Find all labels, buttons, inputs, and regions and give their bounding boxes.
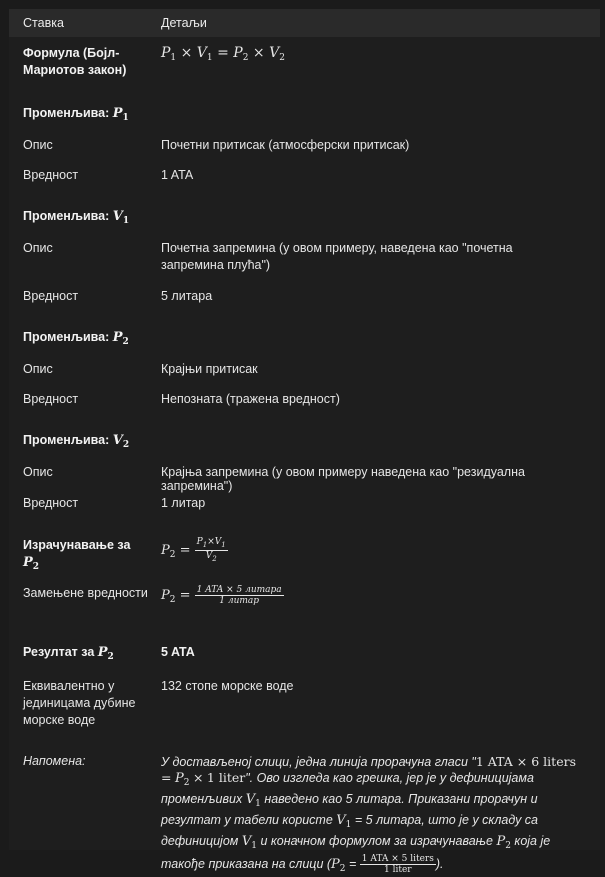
note-equation: 1 ATA × 6 liters = [161,754,576,785]
subst-expression: $P_2$ = $\frac{\text{1 ATA × 5 литара}}{\text{1 литар}}$ [161,585,282,606]
var-prefix: Променљива: [23,433,110,447]
calc-label: Израчунавање за $P_2$ [23,538,131,572]
note-part: У достављеној слици, једна линија прорачуна гласи " [161,755,476,769]
calc-text: Израчунавање за [23,538,131,552]
p2-value: Непозната (тражена вредност) [161,392,340,406]
formula-label: Формула (Бојл-Мариотов закон) [23,46,127,77]
result-text: Резултат за [23,645,95,659]
variable-v2-label: Променљива: $V_2$ [23,433,130,450]
formula-expression: $P_1 \times V_1 = P_2 \times V_2$ [161,45,285,63]
calc-expression: $P_2$ = $\frac{P_1\times V_1}{V_2}$ [161,537,226,563]
subst-label: Замењене вредности [23,586,148,600]
header-rate: Ставка [23,16,64,30]
var-prefix: Променљива: [23,209,110,223]
variable-p2-label: Променљива: $P_2$ [23,330,129,347]
note-part: наведено као 5 литара. Приказани прорачун и резултат у табели користе [161,792,538,827]
p1-description: Почетни притисак (атмосферски притисак) [161,138,410,152]
equiv-value: 132 стопе морске воде [161,679,294,693]
p1-value: 1 ATA [161,168,194,182]
equiv-label: Еквивалентно у јединицама дубине морске воде [23,679,136,727]
var-prefix: Променљива: [23,106,110,120]
result-value: 5 ATA [161,645,195,659]
v1-value: 5 литара [161,289,213,303]
desc-label: Опис [23,362,53,376]
desc-label: Опис [23,241,53,255]
result-label: Резултат за $P_2$ [23,645,114,662]
note-part: и коначном формулом за израчунавање [260,834,493,848]
note-text: У достављеној слици, једна линија прорачуна гласи "1 ATA × 6 liters = $P_2 \times 1$ liter". Ово изгледа као грешка, јер је у дефиницијама променљивих $V_1$ наведено као 5 литара. Приказани прорачун и резултат у табели користе $V_1 = 5$ литара, што је у складу са дефиницијом $V_1$ и коначном формулом за израчунавање $P_2$ која је такође приказана на слици ($P_2$ = $\frac{\text{1 ATA × 5 liters}}{\text{1 liter}}$ ). [161,754,576,875]
value-label: Вредност [23,496,79,510]
subst-denominator: 1 литар [219,596,260,606]
var-prefix: Променљива: [23,330,110,344]
header-details: Детаљи [161,16,207,30]
desc-label: Опис [23,138,53,152]
note-part: ). [435,856,444,871]
table-header [9,9,600,37]
subst-numerator: 1 ATA × 5 литара [196,585,282,595]
note-part: ". Ово изгледа као грешка, јер је у дефиницијама променљивих [161,771,534,806]
value-label: Вредност [23,168,79,182]
note-equation: 1 liter [206,770,246,785]
note-frac-denominator: 1 liter [384,865,412,875]
v2-description: Крајња запремина (у овом примеру наведена као "резидуална запремина") [161,465,525,493]
note-label: Напомена: [23,754,86,768]
v1-description: Почетна запремина (у овом примеру, наведена као "почетна запремина плућа") [161,241,513,272]
note-part: = 5 литара, што је у складу са дефиницијом [161,813,539,848]
desc-label: Опис [23,465,53,479]
v2-value: 1 литар [161,496,206,510]
value-label: Вредност [23,392,79,406]
note-frac-numerator: 1 ATA × 5 liters [361,854,434,864]
p2-description: Крајњи притисак [161,362,258,376]
variable-v1-label: Променљива: $V_1$ [23,209,130,226]
note-part: која је такође приказана на слици ( [161,834,551,871]
answer-table [9,9,600,875]
variable-p1-label: Променљива: $P_1$ [23,106,129,123]
value-label: Вредност [23,289,79,303]
